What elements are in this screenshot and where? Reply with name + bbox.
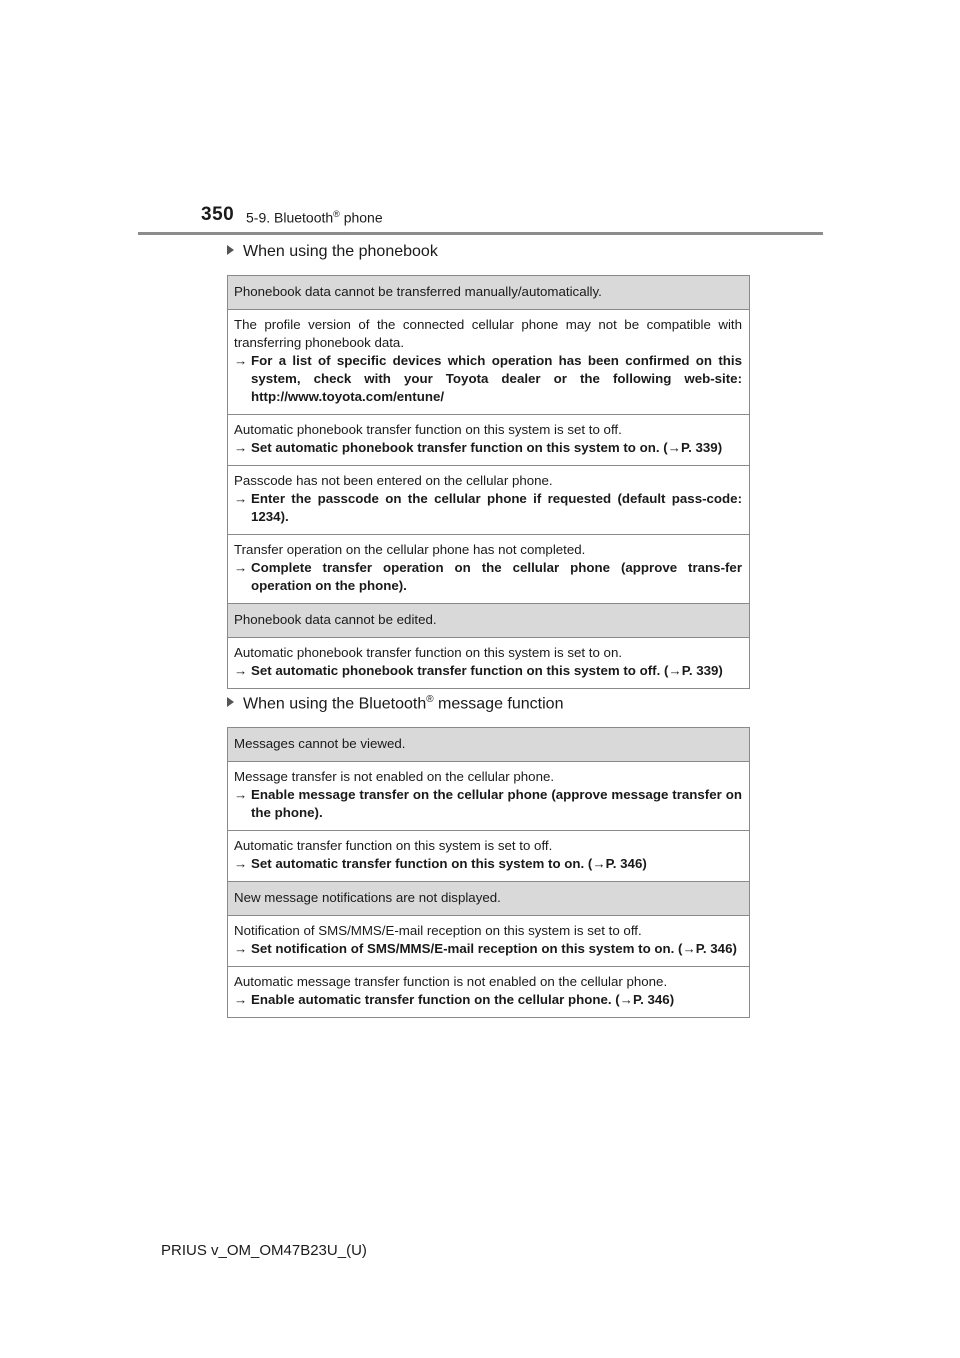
remedy-text	[234, 786, 742, 822]
message-trouble-table	[227, 727, 750, 1018]
arrow-icon: →	[234, 787, 248, 802]
remedy-body: Complete transfer operation on the cellular phone (approve trans-fer operation on the phone).	[251, 560, 742, 593]
cause-text: Automatic transfer function on this system is set to off.	[234, 838, 553, 853]
remedy-text	[234, 855, 742, 873]
problem-row: Phonebook data cannot be transferred manually/automatically.	[228, 276, 749, 309]
triangle-bullet-icon	[227, 245, 234, 255]
cause-text: Automatic phonebook transfer function on this system is set to off.	[234, 422, 622, 437]
remedy-text	[234, 439, 742, 457]
cause-text: Notification of SMS/MMS/E-mail reception on this system is set to off.	[234, 923, 642, 938]
page-number: 350	[201, 204, 235, 225]
cause-row	[228, 414, 749, 465]
subheading-phonebook	[227, 243, 438, 261]
arrow-icon: →	[234, 560, 248, 575]
cause-row	[228, 465, 749, 534]
remedy-text	[234, 940, 742, 958]
cause-row	[228, 915, 749, 966]
cause-row	[228, 309, 749, 414]
remedy-body: For a list of specific devices which operation has been confirmed on this system, check with your Toyota dealer or the following web-site: http://www.toyota.com/entune/	[251, 353, 742, 404]
cause-text: Passcode has not been entered on the cellular phone.	[234, 473, 553, 488]
arrow-icon: →	[234, 491, 248, 506]
remedy-text	[234, 662, 742, 680]
remedy-body: Set automatic phonebook transfer function on this system to off. (→P. 339)	[251, 663, 723, 678]
subheading-text: When using the Bluetooth	[243, 695, 427, 713]
remedy-body: Enter the passcode on the cellular phone if requested (default pass-code: 1234).	[251, 491, 742, 524]
cause-row	[228, 830, 749, 881]
remedy-body: Enable message transfer on the cellular phone (approve message transfer on the phone).	[251, 787, 742, 820]
cause-row	[228, 761, 749, 830]
triangle-bullet-icon	[227, 697, 234, 707]
cause-text: Automatic phonebook transfer function on this system is set to on.	[234, 645, 623, 660]
subheading-text: When using the phonebook	[243, 243, 438, 260]
remedy-text	[234, 352, 742, 406]
problem-row: Messages cannot be viewed.	[228, 728, 749, 761]
footer-doc-id: PRIUS v_OM_OM47B23U_(U)	[161, 1242, 367, 1259]
remedy-text	[234, 991, 742, 1009]
cause-text: Transfer operation on the cellular phone has not completed.	[234, 542, 586, 557]
remedy-text	[234, 490, 742, 526]
problem-row: New message notifications are not displayed.	[228, 881, 749, 915]
registered-mark: ®	[426, 694, 434, 705]
arrow-icon: →	[234, 941, 248, 956]
subheading-suffix: message function	[433, 695, 564, 713]
arrow-icon: →	[234, 663, 248, 678]
registered-mark: ®	[333, 209, 340, 219]
subheading-message-function	[227, 694, 563, 713]
section-name: 5-9. Bluetooth	[246, 209, 334, 226]
cause-text: Message transfer is not enabled on the cellular phone.	[234, 769, 555, 784]
arrow-icon: →	[234, 856, 248, 871]
cause-row	[228, 966, 749, 1017]
section-title	[246, 209, 383, 226]
remedy-body: Set automatic phonebook transfer function on this system to on. (→P. 339)	[251, 440, 723, 455]
phonebook-trouble-table	[227, 275, 750, 689]
cause-text: Automatic message transfer function is not enabled on the cellular phone.	[234, 974, 668, 989]
remedy-text	[234, 559, 742, 595]
remedy-body: Set automatic transfer function on this system to on. (→P. 346)	[251, 856, 647, 871]
cause-row	[228, 637, 749, 688]
cause-row	[228, 534, 749, 603]
header-rule	[138, 232, 823, 235]
remedy-body: Enable automatic transfer function on the cellular phone. (→P. 346)	[251, 992, 675, 1007]
arrow-icon: →	[234, 440, 248, 455]
remedy-body: Set notification of SMS/MMS/E-mail reception on this system to on. (→P. 346)	[251, 941, 737, 956]
section-suffix: phone	[339, 209, 383, 226]
cause-text: The profile version of the connected cellular phone may not be compatible with transferring phonebook data.	[234, 317, 742, 350]
problem-row: Phonebook data cannot be edited.	[228, 603, 749, 637]
arrow-icon: →	[234, 353, 248, 368]
arrow-icon: →	[234, 992, 248, 1007]
